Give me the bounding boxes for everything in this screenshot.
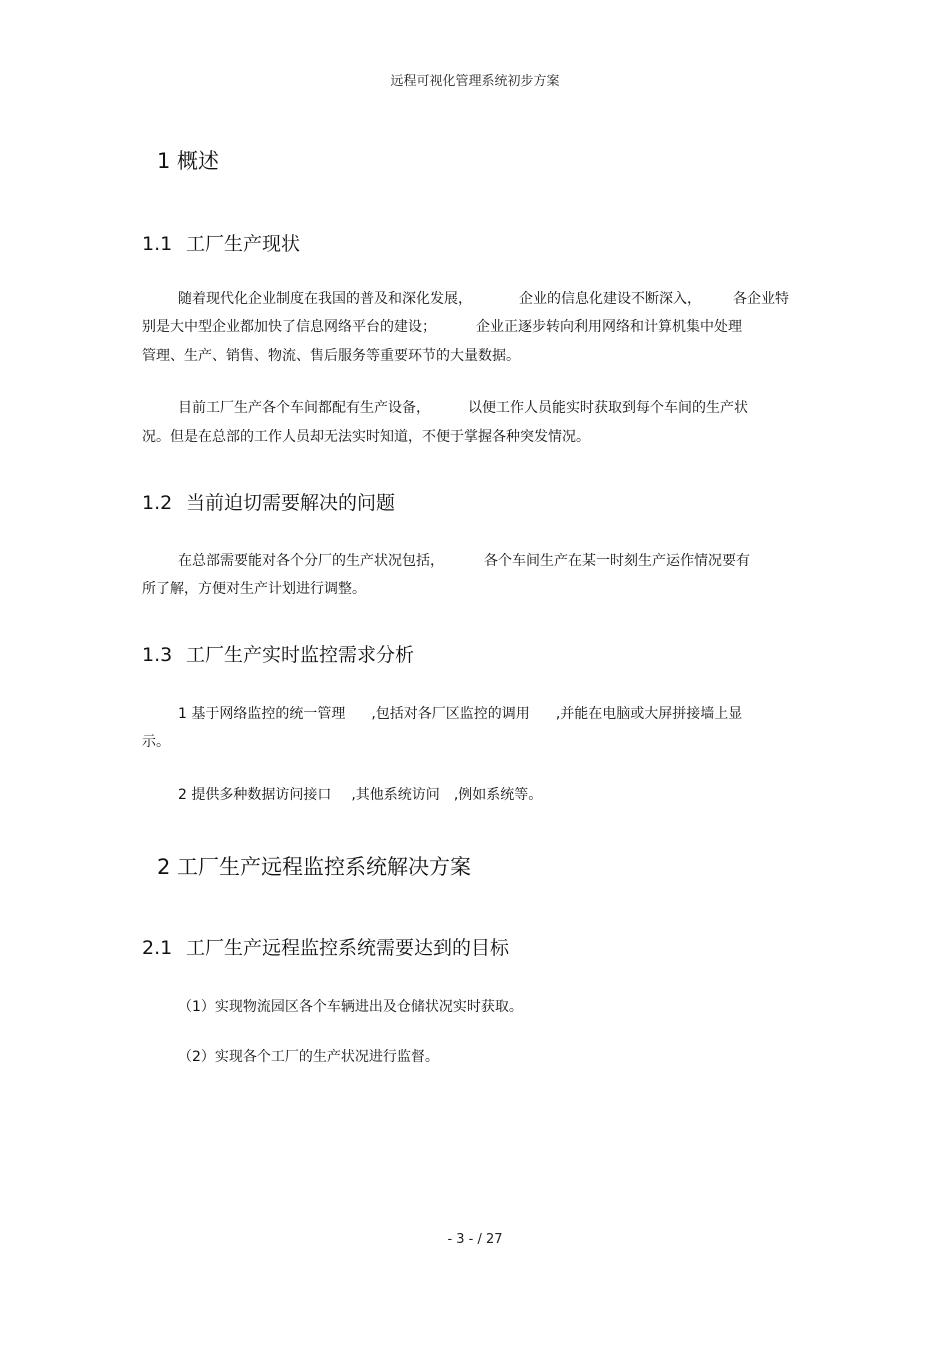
text-run: ,包括对各厂区监控的调用 xyxy=(371,706,530,722)
text-run: 各企业特 xyxy=(733,291,789,307)
subsection-title: 工厂生产实时监控需求分析 xyxy=(186,644,415,666)
subsection-number: 1.3 xyxy=(142,644,173,666)
paragraph-line xyxy=(142,313,742,341)
text-run: 目前工厂生产各个车间都配有生产设备， xyxy=(178,400,430,416)
text-run: 别是大中型企业都加快了信息网络平台的建设； xyxy=(142,319,436,335)
text-run: ,例如系统等。 xyxy=(453,787,543,803)
text-run: ,并能在电脑或大屏拼接墙上显 xyxy=(555,706,743,722)
section-heading-1: 1 概述 xyxy=(157,149,220,173)
subsection-heading-1-3 xyxy=(142,640,414,667)
text-run: 企业正逐步转向利用网络和计算机集中处理 xyxy=(476,319,742,335)
text-run: 各个车间生产在某一时刻生产运作情况要有 xyxy=(484,553,750,569)
paragraph-line: 管理、生产、销售、物流、售后服务等重要环节的大量数据。 xyxy=(142,348,520,364)
text-run: 2 提供多种数据访问接口 xyxy=(178,787,332,803)
paragraph-line xyxy=(178,285,789,313)
subsection-heading-1-1 xyxy=(142,229,300,256)
subsection-heading-2-1 xyxy=(142,933,509,960)
paragraph-line: 所了解，方便对生产计划进行调整。 xyxy=(142,581,366,597)
text-run: 随着现代化企业制度在我国的普及和深化发展， xyxy=(178,291,472,307)
subsection-title: 当前迫切需要解决的问题 xyxy=(186,492,396,514)
text-run: 1 基于网络监控的统一管理 xyxy=(178,706,346,722)
subsection-number: 1.1 xyxy=(142,233,173,255)
list-item-line: （1）实现物流园区各个车辆进出及仓储状况实时获取。 xyxy=(178,999,523,1015)
list-item-line: （2）实现各个工厂的生产状况进行监督。 xyxy=(178,1049,439,1065)
text-run: ,其他系统访问 xyxy=(351,787,440,803)
subsection-number: 1.2 xyxy=(142,492,173,514)
text-run: 企业的信息化建设不断深入， xyxy=(519,291,701,307)
text-run: 在总部需要能对各个分厂的生产状况包括， xyxy=(178,553,444,569)
subsection-title: 工厂生产远程监控系统需要达到的目标 xyxy=(186,937,510,959)
running-header: 远程可视化管理系统初步方案 xyxy=(390,74,560,89)
paragraph-line xyxy=(178,547,750,575)
subsection-heading-1-2 xyxy=(142,488,395,515)
page-number: - 3 - / 27 xyxy=(447,1232,503,1247)
paragraph-line: 况。但是在总部的工作人员却无法实时知道，不便于掌握各种突发情况。 xyxy=(142,429,590,445)
list-item-line xyxy=(178,700,742,728)
list-item-line xyxy=(178,781,542,809)
subsection-number: 2.1 xyxy=(142,937,173,959)
text-run: 以便工作人员能实时获取到每个车间的生产状 xyxy=(468,400,748,416)
list-item-line: 示。 xyxy=(142,734,170,750)
subsection-title: 工厂生产现状 xyxy=(186,233,301,255)
section-heading-2: 2 工厂生产远程监控系统解决方案 xyxy=(157,855,472,879)
paragraph-line xyxy=(178,394,748,422)
